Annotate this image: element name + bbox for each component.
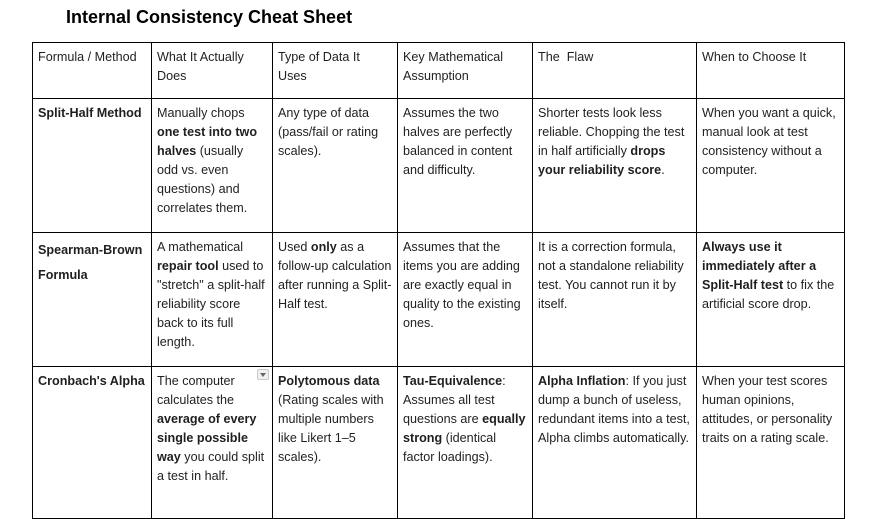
cell-bold-text: Always use it immediately after a: [702, 240, 817, 273]
header-cell[interactable]: [273, 43, 398, 99]
table-cell[interactable]: [273, 233, 398, 367]
header-what-it-does: What It Actually Does: [157, 50, 244, 83]
cell-bold-text: Split-Half test: [702, 278, 784, 292]
header-flaw: The Flaw: [538, 50, 594, 64]
cell-bold-text: Alpha Inflation: [538, 374, 626, 388]
page-title: Internal Consistency Cheat Sheet: [66, 7, 353, 27]
table-cell[interactable]: [273, 99, 398, 233]
cell-text: Used: [278, 240, 311, 254]
table-cell[interactable]: [152, 367, 273, 519]
cell-text: .: [661, 163, 665, 177]
header-assumption: Key Mathematical Assumption: [403, 50, 504, 83]
table-cell[interactable]: [697, 233, 845, 367]
table-cell[interactable]: [533, 367, 697, 519]
cell-bold-text: only: [310, 240, 337, 254]
cell-text: (usually odd vs. even questions) and correlates them.: [157, 144, 248, 215]
header-cell[interactable]: [33, 43, 152, 99]
cell-bold-text: drops your reliability score: [538, 144, 666, 177]
table-cell[interactable]: [33, 99, 152, 233]
cell-bold-text: equally strong: [403, 412, 526, 445]
table-cell[interactable]: [33, 367, 152, 519]
header-cell[interactable]: [533, 43, 697, 99]
cell-bold-text: Polytomous data: [278, 374, 380, 388]
cell-text: Manually chops: [157, 106, 245, 120]
table-cell[interactable]: [533, 99, 697, 233]
cell-bold-text: repair tool: [157, 259, 219, 273]
cell-text: : If you just dump a bunch of useless, redundant items into a test, Alpha climbs automatically.: [538, 374, 690, 445]
cheat-sheet-table: [32, 42, 845, 519]
cell-text: Assumes that the items you are adding are exactly equal in quality to the existing ones.: [403, 240, 521, 330]
table-cell[interactable]: [533, 233, 697, 367]
cell-bold-text: Tau-Equivalence: [403, 374, 503, 388]
cell-text: It is a correction formula, not a standalone reliability test. You cannot run it by itself.: [538, 240, 684, 311]
table-row: [33, 367, 845, 519]
table-cell[interactable]: [273, 367, 398, 519]
cell-text: A mathematical: [157, 240, 244, 254]
table-cell[interactable]: [33, 233, 152, 367]
cell-text: Shorter tests look less reliable. Chopping the test in half artificially: [538, 106, 685, 158]
cell-text: (identical factor loadings).: [403, 431, 497, 464]
cell-text: to fix the artificial score drop.: [702, 278, 835, 311]
header-when-to-choose: When to Choose It: [702, 50, 807, 64]
table-cell[interactable]: [697, 99, 845, 233]
table-cell[interactable]: [398, 367, 533, 519]
cell-text: : Assumes all test questions are: [403, 374, 506, 426]
table-cell[interactable]: [697, 367, 845, 519]
table-cell[interactable]: [398, 233, 533, 367]
cell-text: The computer calculates the: [157, 374, 235, 407]
table-cell[interactable]: [152, 233, 273, 367]
cell-text: When you want a quick, manual look at test consistency without a computer.: [702, 106, 836, 177]
cell-text: used to "stretch" a split-half reliability score back to its full length.: [157, 259, 265, 349]
header-cell[interactable]: [398, 43, 533, 99]
header-cell[interactable]: [152, 43, 273, 99]
cell-dropdown-icon[interactable]: [257, 369, 269, 380]
cell-text: (Rating scales with multiple numbers like Likert 1–5 scales).: [278, 393, 384, 464]
table-cell[interactable]: [152, 99, 273, 233]
cell-text: When your test scores human opinions, attitudes, or personality traits on a rating scale.: [702, 374, 833, 445]
cell-text: you could split a test in half.: [157, 450, 265, 483]
cell-text: Any type of data (pass/fail or rating scales).: [278, 106, 379, 158]
cell-bold-text: average of every single possible way: [157, 412, 257, 464]
method-name: Cronbach's Alpha: [38, 374, 145, 388]
header-cell[interactable]: [697, 43, 845, 99]
table-header-row: [33, 43, 845, 99]
cell-text: as a follow-up calculation after running a Split-Half test.: [278, 240, 392, 311]
table-row: [33, 233, 845, 367]
table-cell[interactable]: [398, 99, 533, 233]
method-name: Spearman-Brown Formula: [38, 243, 143, 282]
header-formula-method: Formula / Method: [38, 50, 137, 64]
table-row: [33, 99, 845, 233]
header-data-type: Type of Data It Uses: [278, 50, 360, 83]
method-name: Split-Half Method: [38, 106, 142, 120]
cell-text: Assumes the two halves are perfectly balanced in content and difficulty.: [403, 106, 513, 177]
cell-bold-text: one test into two halves: [157, 125, 258, 158]
